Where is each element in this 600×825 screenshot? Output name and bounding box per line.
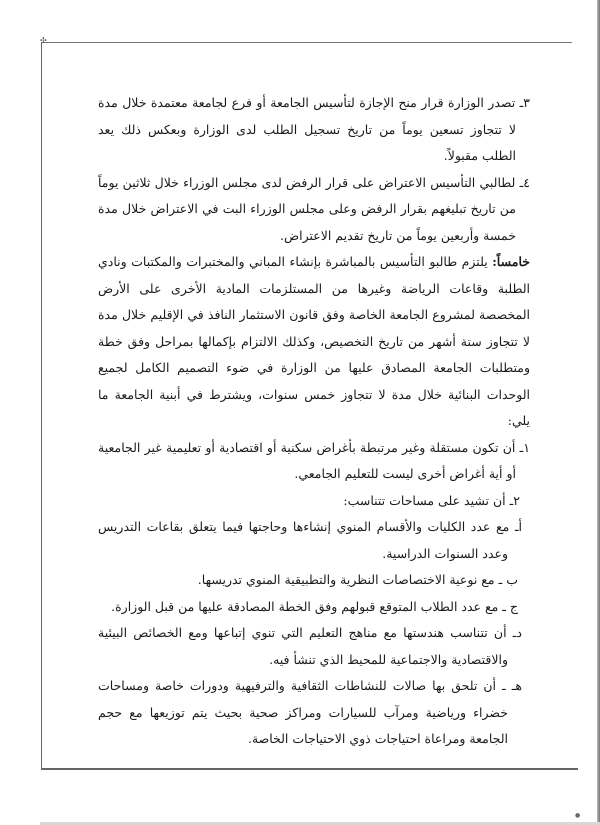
corner-ornament-icon: ✣ <box>40 36 47 45</box>
document-body <box>98 90 530 753</box>
article-fifth-heading: خامساً: <box>492 254 530 269</box>
sub-condition-e: هـ ـ أن تلحق بها صالات للنشاطات الثقافية والترفيهية ودورات خاصة ومساحات خضراء ورياضية ومرآب للسيارات ومراكز صحية بحيث يتم توزيعها مع حجم الجامعة ومراعاة احتياجات ذوي الاحتياجات الخاصة. <box>98 678 522 746</box>
page-frame-left-border <box>41 42 42 769</box>
scan-speck-icon: ● <box>575 812 581 819</box>
article-fifth <box>98 249 530 435</box>
clause-item-4: ٤ـ لطالبي التأسيس الاعتراض على قرار الرفض لدى مجلس الوزراء خلال ثلاثين يوماً من تاريخ تبليغهم بقرار الرفض وعلى مجلس الوزراء البت في الاعتراض خلال مدة خمسة وأربعين يوماً من تاريخ تقديم الاعتراض. <box>98 174 530 243</box>
page-frame-top-border <box>42 42 572 43</box>
sub-condition-b: ب ـ مع نوعية الاختصاصات النظرية والتطبيقية المنوي تدريسها. <box>197 572 518 587</box>
sub-condition-c: ج ـ مع عدد الطلاب المتوقع قبولهم وفق الخطة المصادقة عليها من قبل الوزارة. <box>111 598 518 614</box>
clause-item-3: ٣ـ تصدر الوزارة قرار منح الإجازة لتأسيس الجامعة أو فرع لجامعة معتمدة خلال مدة لا تتجاوز تسعين يوماً من تاريخ تسجيل الطلب لدى الوزارة وبعكس ذلك يعد الطلب مقبولاً. <box>98 95 530 163</box>
condition-1: ١ـ أن تكون مستقلة وغير مرتبطة بأغراض سكنية أو اقتصادية أو تعليمية غير الجامعية أو أية أغراض أخرى ليست للتعليم الجامعي. <box>98 439 530 481</box>
condition-2: ٢ـ أن تشيد على مساحات تتناسب: <box>343 492 520 508</box>
sub-condition-a: أـ مع عدد الكليات والأقسام المنوي إنشاءها وحاجتها فيما يتعلق بقاعات التدريس وعدد السنوات الدراسية. <box>98 519 522 561</box>
page-frame-bottom-border <box>41 768 578 770</box>
sub-condition-d: دـ أن تتناسب هندستها مع مناهج التعليم التي تنوي إتباعها ومع الخصائص البيئية والاقتصادية والاجتماعية للمحيط الذي تنشأ فيه. <box>98 625 522 667</box>
article-fifth-text: يلتزم طالبو التأسيس بالمباشرة بإنشاء المباني والمختبرات والمكتبات ونادي الطلبة وقاعات الرياضة وغيرها من المستلزمات المادية الأخرى على الأرض المخصصة لمشروع الجامعة الخاصة وفق قانون الاستثمار النافذ في الإقليم خلال مدة لا تتجاوز ستة أشهر من تاريخ التخصيص، وكذلك الالتزام بإكمالها بمراحل وفق خطة ومتطلبات الجامعة المصادق عليها من الوزارة في ضوء التصميم الكامل لجميع الوحدات البنائية خلال مدة لا تتجاوز خمس سنوات، ويشترط في أبنية الجامعة ما يلي: <box>98 254 530 428</box>
